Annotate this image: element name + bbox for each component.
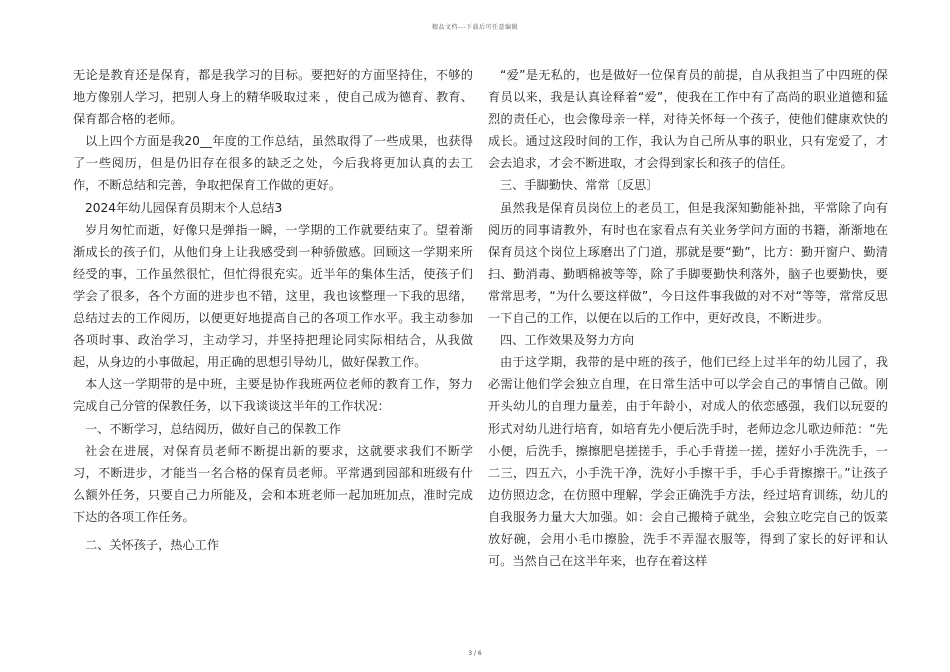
paragraph: “爱”是无私的，也是做好一位保育员的前提，自从我担当了中四班的保育员以来，我是认真诠释着“爱”，使我在工作中有了高尚的职业道德和猛烈的责任心，也会像母亲一样，对待关怀每一个孩子，使他们健康欢快的成长。通过这段时间的工作，我认为自己所从事的职业，只有宠爱了，才会去追求，才会不断进取，才会得到家长和孩子的信任。: [488, 68, 888, 171]
section-heading: 四、工作效果及努力方向: [500, 333, 635, 348]
paragraph: 虽然我是保育员岗位上的老员工，但是我深知勤能补拙，平常除了向有阅历的同事请教外，有时也在家看点有关业务学问方面的书籍，渐渐地在保育员这个岗位上琢磨出了门道，那就是要“勤”，比方：勤开窗户、勤清扫、勤消毒、勤晒棉被等等，除了手脚要勤快利落外，脑子也要勤快，要常常思考，“为什么要这样做”，今日这件事我做的对不对“等等，常常反思一下自己的工作，以便在以后的工作中，更好改良，不断进步。: [488, 200, 888, 326]
section-heading: 二、关怀孩子，热心工作: [85, 537, 220, 552]
page-number: 3 / 6: [468, 650, 482, 657]
paragraph: 无论是教育还是保育，都是我学习的目标。要把好的方面坚持住，不够的地方像别人学习，把别人身上的精华吸取过来 ，使自己成为德育、教育、保育都合格的老师。: [73, 68, 473, 127]
paragraph: 本人这一学期带的是中班，主要是协作我班两位老师的教育工作，努力完成自己分管的保教任务，以下我谈谈这半年的工作状况：: [73, 377, 473, 414]
paragraph: 以上四个方面是我20__年度的工作总结，虽然取得了一些成果，也获得了一些阅历，但是仍旧存在很多的缺乏之处，今后我将更加认真的去工作，不断总结和完善，争取把保育工作做的更好。: [73, 134, 473, 193]
paragraph: 由于这学期，我带的是中班的孩子，他们已经上过半年的幼儿园了，我必需让他们学会独立自理，在日常生活中可以学会自己的事情自己做。刚开头幼儿的自理力量差，由于年龄小，对成人的依恋感强，我们以玩耍的形式对幼儿进行培育，如培育先小便后洗手时，老师边念儿歌边师范：“先小便，后洗手，擦擦肥皂搓搓手，手心手背搓一搓，搓好小手洗洗手，一二三，四五六，小手洗干净，洗好小手擦干手，手心手背擦擦干。”让孩子边仿照边念，在仿照中理解，学会正确洗手方法，经过培育训练，幼儿的自我服务力量大大加强。如：会自己搬椅子就坐，会独立吃完自己的饭菜放好碗，会用小毛巾擦脸，洗手不弄湿衣服等，得到了家长的好评和认可。当然自己在这半年来，也存在着这样: [488, 355, 888, 569]
page-header: 精品文档---下载后可任意编辑: [432, 24, 518, 31]
section-heading: 一、不断学习，总结阅历，做好自己的保教工作: [85, 421, 341, 436]
left-column: [73, 64, 473, 556]
section-heading: 三、手脚勤快、常常〔反思〕: [500, 178, 659, 193]
paragraph: 岁月匆忙而逝，好像只是弹指一瞬，一学期的工作就要结束了。望着渐渐成长的孩子们，从他们身上让我感受到一种骄傲感。回顾这一学期来所经受的事，工作虽然很忙，但忙得很充实。近半年的集体生活，使孩子们学会了很多，各个方面的进步也不错，这里，我也该整理一下我的思绪，总结过去的工作阅历，以便更好地提高自己的各项工作水平。我主动参加各项时事、政治学习，主动学习，并坚持把理论同实际相结合，从我做起，从身边的小事做起，用正确的思想引导幼儿，做好保教工作。: [73, 222, 473, 370]
section-heading: 2024年幼儿园保育员期末个人总结3: [85, 200, 283, 215]
paragraph: 社会在进展，对保育员老师不断提出新的要求，这就要求我们不断学习，不断进步，才能当一名合格的保育员老师。平常遇到园部和班级有什么额外任务，只要自己力所能及，会和本班老师一起加班加点，准时完成下达的各项工作任务。: [73, 443, 473, 524]
right-column: [488, 64, 888, 572]
